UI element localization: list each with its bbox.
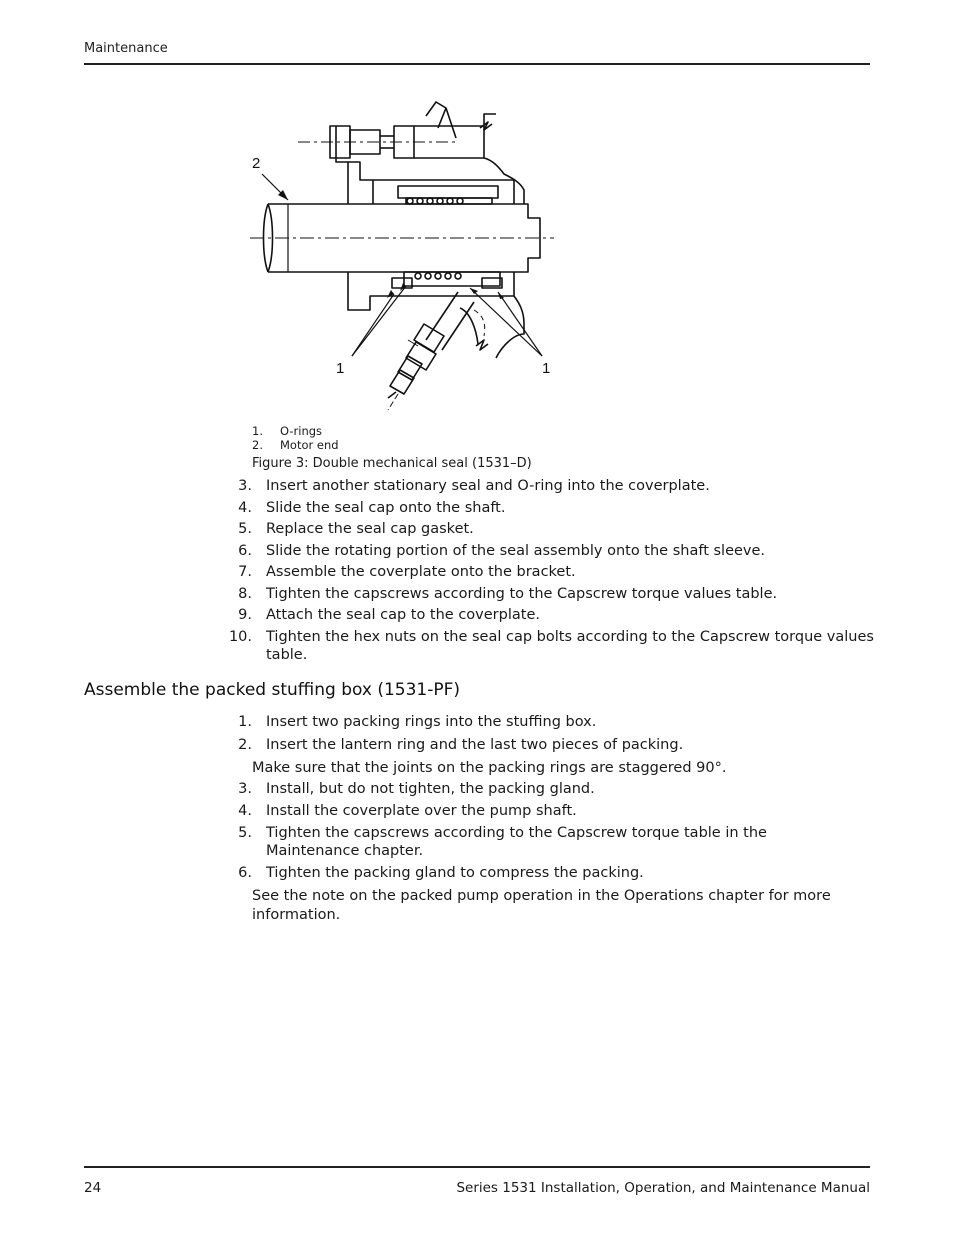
page-number: 24 (84, 1180, 102, 1196)
list-item: 6. Tighten the packing gland to compress the packing. (238, 864, 644, 881)
figure-legend (252, 424, 339, 452)
packing-steps-list (214, 713, 874, 924)
header-section-label: Maintenance (84, 41, 168, 56)
step-note: See the note on the packed pump operation in the Operations chapter for more information. (252, 888, 831, 923)
list-item: 7. Assemble the coverplate onto the bracket. (238, 564, 576, 580)
legend-item: 1. O-rings (252, 424, 323, 438)
list-item: 9. Attach the seal cap to the coverplate. (238, 607, 540, 623)
legend-item: 2. Motor end (252, 438, 339, 452)
callout-1-right: 1 (542, 360, 551, 377)
list-item: 4. Slide the seal cap onto the shaft. (238, 499, 506, 516)
footer-rule (84, 1166, 870, 1168)
list-item: 5. Replace the seal cap gasket. (238, 521, 474, 537)
list-item: 8. Tighten the capscrews according to the Capscrew torque values table. (238, 585, 778, 602)
list-item: 1. Insert two packing rings into the stuffing box. (238, 714, 597, 730)
list-item: 6. Slide the rotating portion of the seal assembly onto the shaft sleeve. (238, 542, 766, 559)
list-item: 5. Tighten the capscrews according to the Capscrew torque table in the Maintenance chapter. (238, 824, 767, 859)
manual-title: Series 1531 Installation, Operation, and Maintenance Manual (456, 1180, 870, 1196)
step-note: Make sure that the joints on the packing rings are staggered 90°. (252, 760, 727, 776)
list-item: 3. Insert another stationary seal and O-ring into the coverplate. (238, 478, 710, 494)
list-item: 4. Install the coverplate over the pump shaft. (238, 803, 577, 819)
section-heading: Assemble the packed stuffing box (1531-PF) (84, 680, 461, 700)
seal-drawing (248, 98, 568, 413)
list-item: 10. Tighten the hex nuts on the seal cap bolts according to the Capscrew torque values table. (228, 628, 874, 663)
callout-2: 2 (252, 155, 261, 172)
seal-steps-list (214, 477, 874, 665)
figure-caption: Figure 3: Double mechanical seal (1531–D) (252, 456, 532, 471)
header-rule (84, 63, 870, 65)
list-item: 3. Install, but do not tighten, the packing gland. (238, 780, 595, 797)
callout-1-left: 1 (336, 360, 345, 377)
list-item: 2. Insert the lantern ring and the last two pieces of packing. (238, 736, 684, 753)
seal-figure (248, 98, 568, 413)
